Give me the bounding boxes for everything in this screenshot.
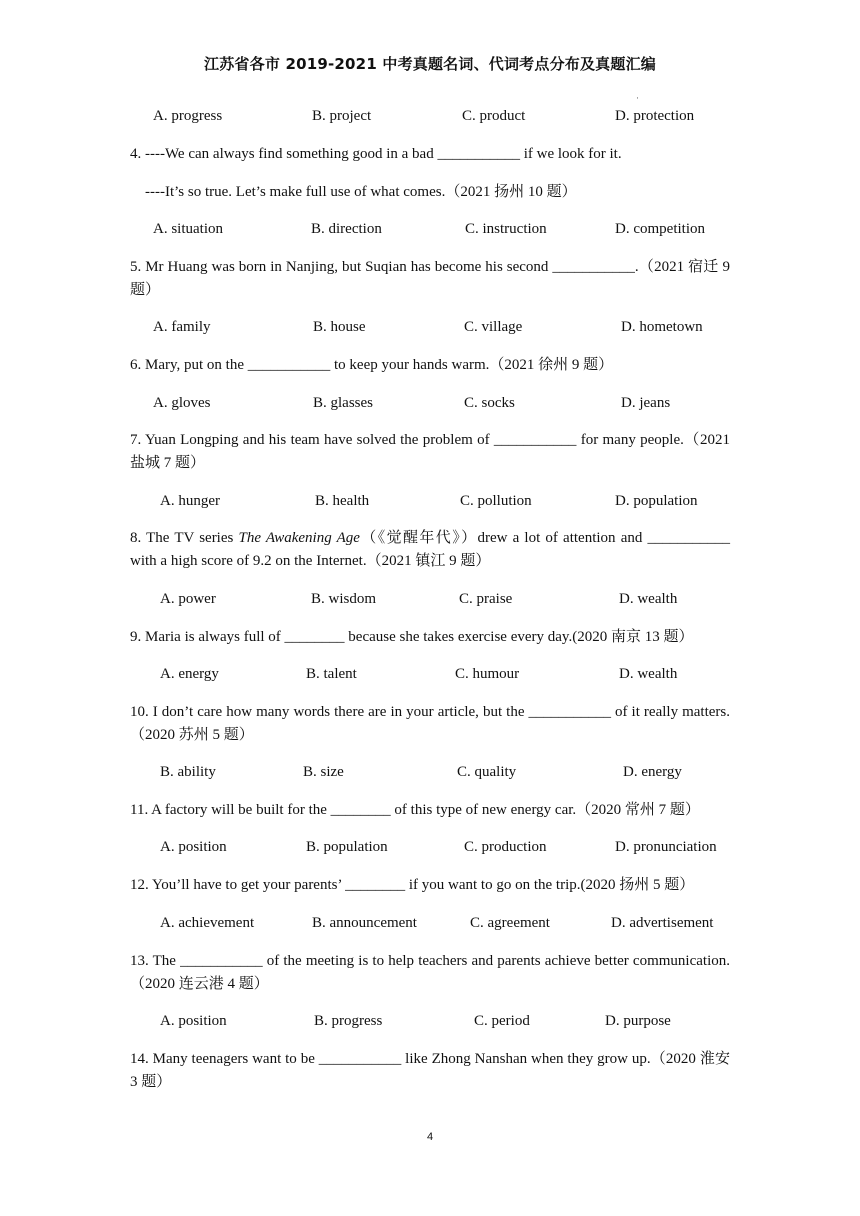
q12-option-a: A. achievement xyxy=(160,915,255,931)
q13-option-b: B. progress xyxy=(314,1013,383,1029)
q3-option-c: C. product xyxy=(462,108,526,124)
q8-option-d: D. wealth xyxy=(619,591,678,607)
q5-option-a: A. family xyxy=(153,319,211,335)
q10-option-c: C. quality xyxy=(457,764,517,780)
q8-option-c: C. praise xyxy=(459,591,513,607)
q10-option-b: B. size xyxy=(303,764,344,780)
q5-option-d: D. hometown xyxy=(621,319,703,335)
q4-question-line2: ----It’s so true. Let’s make full use of what comes.（2021 扬州 10 题） xyxy=(145,184,577,200)
q7-question: 7. Yuan Longping and his team have solved the problem of ___________ for many people.（2021 盐城 7 题） xyxy=(130,432,730,471)
q9-option-c: C. humour xyxy=(455,666,520,682)
q10-option-d: D. energy xyxy=(623,764,682,780)
q4-option-c: C. instruction xyxy=(465,221,547,237)
q3-option-a: A. progress xyxy=(153,108,223,124)
q12-question: 12. You’ll have to get your parents’ ________ if you want to go on the trip.(2020 扬州 5 题） xyxy=(130,877,695,893)
q8-text-before: 8. The TV series xyxy=(130,530,239,546)
q8-option-b: B. wisdom xyxy=(311,591,377,607)
q11-option-d: D. pronunciation xyxy=(615,839,717,855)
q11-option-a: A. position xyxy=(160,839,227,855)
header-dot: · xyxy=(636,93,639,103)
q9-option-a: A. energy xyxy=(160,666,219,682)
q8-series-title: The Awakening Age xyxy=(238,530,360,546)
q9-question: 9. Maria is always full of ________ because she takes exercise every day.(2020 南京 13 题） xyxy=(130,629,694,645)
q12-option-d: D. advertisement xyxy=(611,915,714,931)
q8-text-after: （《觉醒年代》）drew a lot of attention and ___________ with a high score of 9.2 on the Internet.（2021 镇江 9 题） xyxy=(130,530,730,569)
q3-option-b: B. project xyxy=(312,108,372,124)
q10-question: 10. I don’t care how many words there are in your article, but the ___________ of it really matters.（2020 苏州 5 题） xyxy=(130,704,730,743)
q9-option-d: D. wealth xyxy=(619,666,678,682)
q4-option-a: A. situation xyxy=(153,221,223,237)
q7-option-b: B. health xyxy=(315,493,370,509)
q6-option-b: B. glasses xyxy=(313,395,373,411)
q13-option-d: D. purpose xyxy=(605,1013,671,1029)
q4-option-d: D. competition xyxy=(615,221,705,237)
q6-question: 6. Mary, put on the ___________ to keep your hands warm.（2021 徐州 9 题） xyxy=(130,357,614,373)
q4-option-b: B. direction xyxy=(311,221,382,237)
q13-question: 13. The ___________ of the meeting is to help teachers and parents achieve better communication.（2020 连云港 4 题） xyxy=(130,953,730,992)
q9-option-b: B. talent xyxy=(306,666,357,682)
page-header-title: 江苏省各市 2019-2021 中考真题名词、代词考点分布及真题汇编 xyxy=(204,55,656,73)
q4-question-line1: 4. ----We can always find something good in a bad ___________ if we look for it. xyxy=(130,146,622,162)
q6-option-a: A. gloves xyxy=(153,395,211,411)
q13-option-c: C. period xyxy=(474,1013,530,1029)
q11-option-c: C. production xyxy=(464,839,547,855)
q10-option-a: B. ability xyxy=(160,764,216,780)
q11-option-b: B. population xyxy=(306,839,388,855)
q6-option-d: D. jeans xyxy=(621,395,671,411)
q6-option-c: C. socks xyxy=(464,395,515,411)
q5-option-c: C. village xyxy=(464,319,523,335)
q11-question: 11. A factory will be built for the ________ of this type of new energy car.（2020 常州 7 题） xyxy=(130,802,700,818)
q8-question xyxy=(130,527,730,573)
q3-option-d: D. protection xyxy=(615,108,695,124)
q14-question: 14. Many teenagers want to be ___________ like Zhong Nanshan when they grow up.（2020 淮安 3 题） xyxy=(130,1051,730,1090)
q5-question: 5. Mr Huang was born in Nanjing, but Suqian has become his second ___________.（2021 宿迁 9 题） xyxy=(130,259,730,298)
q7-option-d: D. population xyxy=(615,493,698,509)
q7-option-a: A. hunger xyxy=(160,493,220,509)
q13-option-a: A. position xyxy=(160,1013,227,1029)
q7-option-c: C. pollution xyxy=(460,493,532,509)
q8-option-a: A. power xyxy=(160,591,216,607)
page-number: 4 xyxy=(426,1131,434,1143)
q12-option-c: C. agreement xyxy=(470,915,550,931)
q5-option-b: B. house xyxy=(313,319,366,335)
q12-option-b: B. announcement xyxy=(312,915,417,931)
